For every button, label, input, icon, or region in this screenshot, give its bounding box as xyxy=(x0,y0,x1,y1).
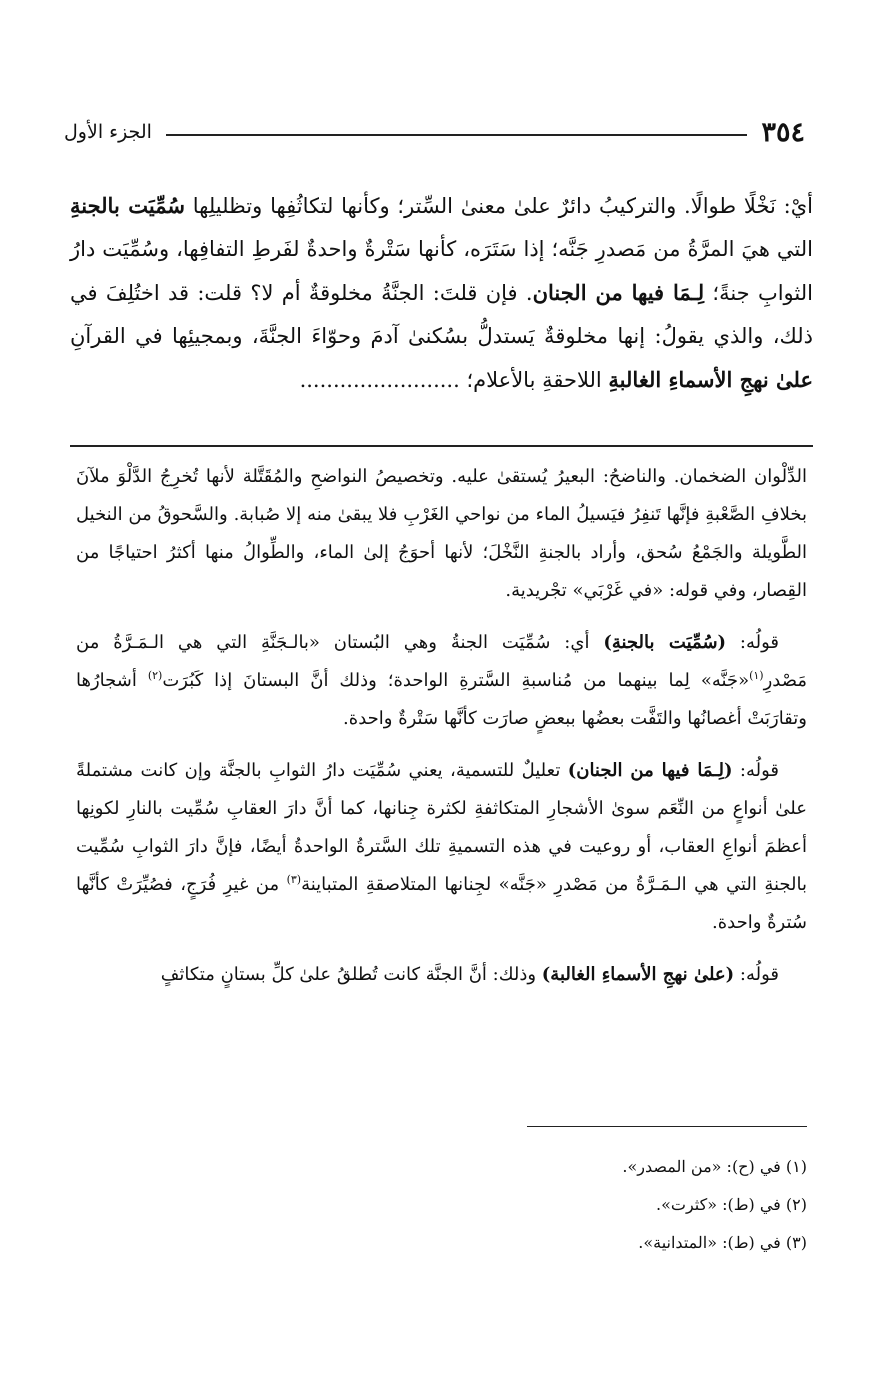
commentary-intro: قولُه: xyxy=(732,760,780,781)
footnote-3: (٣) في (ط): «المتدانية». xyxy=(638,1233,807,1252)
commentary-paragraph-3 xyxy=(76,752,807,942)
footnote-1: (١) في (ح): «من المصدر». xyxy=(622,1157,807,1176)
commentary-text: أشجارُها وتقارَبَتْ أغصانُها والتَفَّت بعضُها ببعضٍ صارَت كأنَّها سَتْرةٌ واحدة. xyxy=(76,670,807,729)
main-text-segment: أيْ: نَخْلًا طوالًا. والتركيبُ دائرٌ علىٰ معنىٰ السِّتر؛ وكأنها لتكاثُفِها وتظليلِها xyxy=(184,194,813,218)
main-text-segment: التي هيَ المرَّةُ من مَصدرِ جَنَّه؛ إذا سَتَرَه، كأنها سَتْرةٌ واحدةٌ لفَرطِ التفافِها، وسُمِّيَت دارُ الثوابِ جنةً؛ xyxy=(70,237,813,305)
footnotes-divider xyxy=(527,1126,807,1127)
main-text-divider xyxy=(70,445,813,447)
commentary-lemma: (علىٰ نهجِ الأسماءِ الغالبة) xyxy=(541,964,735,985)
footnote-marker[interactable]: (٣) xyxy=(286,873,302,886)
main-text-segment: اللاحقةِ بالأعلام؛ xyxy=(459,368,609,392)
commentary-text: «جَنَّه» لِما بينهما من مُناسبةِ السَّترةِ الواحدة؛ وذلك أنَّ البستانَ إذا كَبُرَت xyxy=(162,670,750,691)
commentary-text: وذلك: أنَّ الجنَّة كانت تُطلقُ علىٰ كلِّ بستانٍ متكاثفٍ xyxy=(160,964,542,985)
main-keyword-gardens: لِـمَا فيها من الجنان xyxy=(532,280,705,305)
header-divider xyxy=(166,134,748,136)
main-text-segment: . فإن قلتَ: الجنَّةُ مخلوقةٌ أم لا؟ قلت: قد اختُلِفَ في ذلك، والذي يقولُ: إنها مخلوقةٌ يَستدلُّ بسُكنىٰ آدمَ وحوّاءَ الجنَّةَ، وبمجيئِها في القرآنِ xyxy=(70,281,813,348)
commentary-text: أي: سُمِّيَت الجنةُ وهي البُستان «بالـجَنَّةِ التي هي الـمَـرَّةُ من مَصْدرِ xyxy=(76,632,807,691)
commentary-paragraph-1: الدِّلْوان الضخمان. والناضحُ: البعيرُ يُستقىٰ عليه. وتخصيصُ النواضحِ والمُقَتَّلة لأنها تُخرِجُ الدَّلْوَ ملآنَ بخلافِ الصَّعْبةِ فإنَّها تَنفِرُ فيَسيلُ الماء من نواحي الغَرْبِ فلا يبقىٰ منه إلا صُبابة. والسَّحوقُ من النخيل الطَّويلة والجَمْعُ سُحق، وأراد بالجنةِ النَّخْلَ؛ لأنها أحوَجُ إلىٰ الماء، والطِّوالُ منها أكثرُ احتياجًا من القِصار، وفي قوله: «في غَرْبَي» تجْريدية. xyxy=(76,466,807,601)
commentary-block xyxy=(76,458,807,1008)
footnotes-block xyxy=(76,1148,807,1262)
footnote-marker[interactable]: (٢) xyxy=(147,669,163,682)
commentary-text: تعليلٌ للتسمية، يعني سُمِّيَت دارُ الثوابِ بالجنَّة وإن كانت مشتملةً علىٰ أنواعٍ من النِّعَم سوىٰ الأشجارِ المتكاثفةِ لكثرة جِنانها، كما أنَّ دارَ العقابِ سُمِّيت بالنارِ لكونِها أعظمَ أنواعِ العقاب، أو روعيت في هذه التسميةِ تلك السَّترةُ الواحدةُ أيضًا، فإنَّ دارَ الثوابِ سُمِّيت بالجنةِ التي هي الـمَـرَّةُ من مَصْدرِ «جَنَّه» لجِنانها المتلاصقةِ المتباينة xyxy=(76,760,808,895)
main-keyword-named-garden: سُمِّيَت بالجنةِ xyxy=(70,193,185,218)
commentary-paragraph-4 xyxy=(76,956,807,994)
main-text-block xyxy=(70,184,813,402)
commentary-lemma: (سُمِّيَت بالجنةِ) xyxy=(603,632,727,653)
commentary-intro: قولُه: xyxy=(726,632,780,653)
commentary-paragraph-2 xyxy=(76,624,807,738)
footnote-2: (٢) في (ط): «كثرت». xyxy=(656,1195,807,1214)
page-header xyxy=(64,112,805,152)
main-paragraph xyxy=(70,184,813,402)
volume-title: الجزء الأول xyxy=(64,121,152,143)
commentary-lemma: (لِـمَا فيها من الجنان) xyxy=(567,760,733,781)
main-dots: ........................ xyxy=(299,368,460,392)
footnote-marker[interactable]: (١) xyxy=(749,669,764,682)
commentary-intro: قولُه: xyxy=(734,964,779,985)
page-number: ٣٥٤ xyxy=(761,116,805,148)
main-keyword-dominant-names: علىٰ نهجِ الأسماءِ الغالبةِ xyxy=(608,367,813,392)
commentary-text: من غيرِ فُرَجٍ، فصُيِّرَتْ كأنَّها سُترةٌ واحدة. xyxy=(76,874,807,933)
